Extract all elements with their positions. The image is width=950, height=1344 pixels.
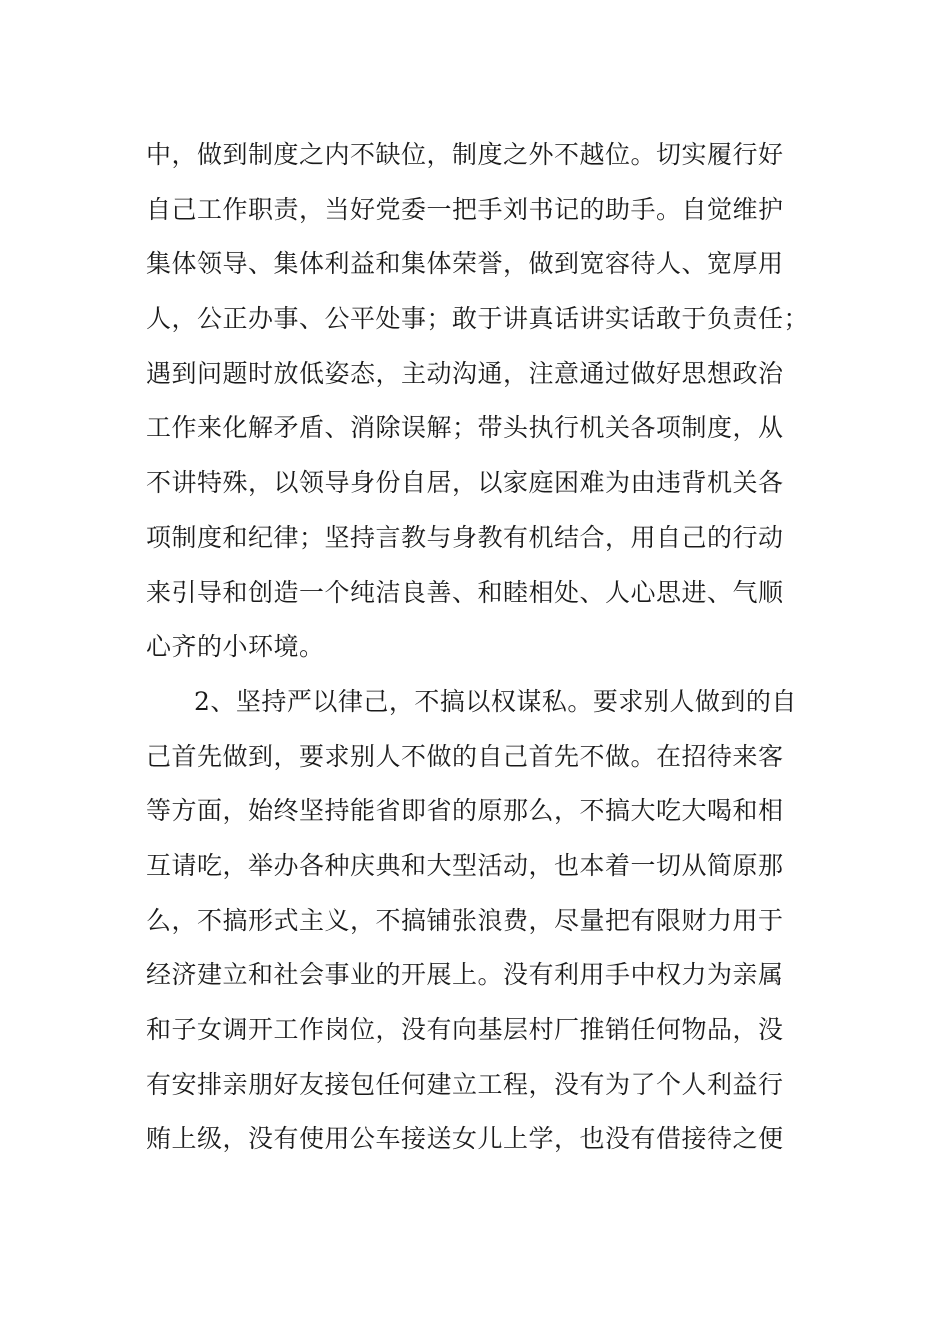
paragraph-2-line-1: 2、坚持严以律己，不搞以权谋私。要求别人做到的自 [194, 686, 797, 716]
paragraph-2-line-5: 么，不搞形式主义，不搞铺张浪费，尽量把有限财力用于 [146, 905, 784, 935]
paragraph-1-line-6: 工作来化解矛盾、消除误解；带头执行机关各项制度，从 [146, 413, 784, 443]
paragraph-2-line-2: 己首先做到，要求别人不做的自己首先不做。在招待来客 [146, 741, 784, 771]
paragraph-1-line-5: 遇到问题时放低姿态，主动沟通，注意通过做好思想政治 [146, 358, 784, 388]
paragraph-1-line-2: 自己工作职责，当好党委一把手刘书记的助手。自觉维护 [146, 194, 784, 224]
paragraph-2-line-6: 经济建立和社会事业的开展上。没有利用手中权力为亲属 [146, 960, 784, 990]
paragraph-1-line-1: 中，做到制度之内不缺位，制度之外不越位。切实履行好 [146, 140, 784, 169]
paragraph-1-line-8: 项制度和纪律；坚持言教与身教有机结合，用自己的行动 [146, 522, 784, 552]
paragraph-2-line-9: 贿上级，没有使用公车接送女儿上学，也没有借接待之便 [146, 1124, 784, 1154]
paragraph-2-line-7: 和子女调开工作岗位，没有向基层村厂推销任何物品，没 [146, 1015, 784, 1044]
paragraph-2-line-8: 有安排亲朋好友接包任何建立工程，没有为了个人利益行 [146, 1069, 784, 1099]
paragraph-1-line-3: 集体领导、集体利益和集体荣誉，做到宽容待人、宽厚用 [146, 249, 784, 279]
document-body [146, 128, 810, 1167]
paragraph-1-line-9: 来引导和创造一个纯洁良善、和睦相处、人心思进、气顺 [146, 577, 784, 607]
paragraph-2-line-3: 等方面，始终坚持能省即省的原那么，不搞大吃大喝和相 [146, 796, 784, 826]
paragraph-1-line-7: 不讲特殊，以领导身份自居，以家庭困难为由违背机关各 [146, 468, 784, 498]
paragraph-1-line-4: 人，公正办事、公平处事；敢于讲真话讲实话敢于负责任； [146, 304, 810, 334]
paragraph-2-line-4: 互请吃，举办各种庆典和大型活动，也本着一切从简原那 [146, 850, 784, 880]
paragraph-1-line-10: 心齐的小环境。 [146, 632, 325, 662]
